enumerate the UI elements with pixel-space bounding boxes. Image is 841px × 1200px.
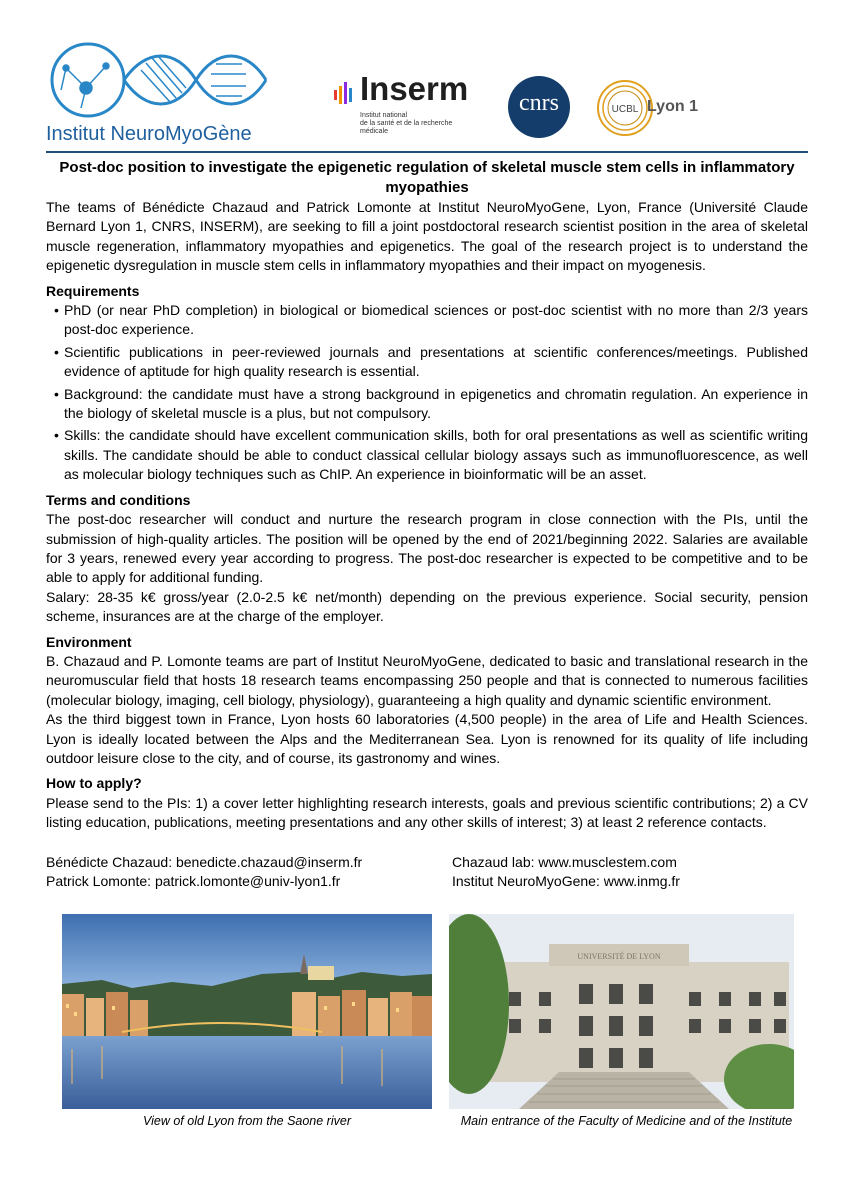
inserm-name: Inserm bbox=[360, 70, 469, 107]
requirement-item: • Background: the candidate must have a strong background in epigenetics and chromatin regulation. An experience in the biology of skeletal muscle is a plus, but not compulsory. bbox=[46, 385, 808, 424]
cnrs-logo-text: cnrs bbox=[519, 90, 559, 116]
environment-paragraph: B. Chazaud and P. Lomonte teams are part of Institut NeuroMyoGene, dedicated to basic and translational research in the neuromuscular field that hosts 18 research teams encompassing 250 people and that is connected to numerous facilities (molecular biology, imaging, cell biology, physiology), guaranteeing a high quality and dynamic scientific environment. bbox=[46, 652, 808, 708]
header bbox=[0, 0, 841, 155]
inserm-subtitle bbox=[360, 112, 480, 136]
requirement-item: • PhD (or near PhD completion) in biological or biomedical sciences or post-doc scientist with no more than 2/3 years post-doc experience. bbox=[46, 301, 808, 340]
apply-heading: How to apply? bbox=[46, 775, 142, 792]
requirement-item: • Scientific publications in peer-reviewed journals and presentations at scientific conferences/meetings. Published evidence of aptitude for high quality research is essential. bbox=[46, 343, 808, 382]
building-inscription: UNIVERSITÉ DE LYON bbox=[577, 952, 661, 961]
contact-lomonte[interactable]: Patrick Lomonte: patrick.lomonte@univ-lyon1.fr bbox=[46, 873, 341, 890]
salary-paragraph: Salary: 28-35 k€ gross/year (2.0-2.5 k€ net/month) depending on the previous experience. Social security, pension scheme, insurances are at the charge of the employer. bbox=[46, 588, 808, 625]
inmg-logo-text: Institut NeuroMyoGène bbox=[46, 123, 252, 145]
cnrs-logo bbox=[508, 76, 570, 138]
environment-heading: Environment bbox=[46, 633, 132, 650]
lyon1-seal-text: UCBL bbox=[611, 104, 639, 115]
link-inmg[interactable]: Institut NeuroMyoGene: www.inmg.fr bbox=[452, 873, 680, 890]
requirement-item: • Skills: the candidate should have excellent communication skills, both for oral presentations as well as scientific writing skills. The candidate should be able to conduct classical cellular biology assays such as immunofluorescence, as well as molecular biology techniques such as ChIP. An experience in bioinformatic will be an asset. bbox=[46, 426, 808, 484]
lyon1-seal-icon bbox=[595, 78, 655, 138]
inserm-sub-line-2: de la santé et de la recherche médicale bbox=[360, 120, 453, 135]
lyon-river-photo bbox=[62, 914, 432, 1109]
caption-left: View of old Lyon from the Saone river bbox=[143, 1114, 351, 1128]
lyon1-logo bbox=[595, 78, 698, 138]
contacts-web bbox=[452, 853, 808, 892]
header-divider bbox=[46, 151, 808, 153]
inserm-sub-line-1: Institut national bbox=[360, 112, 408, 119]
requirements-heading: Requirements bbox=[46, 282, 140, 299]
inserm-bars-icon bbox=[334, 82, 356, 106]
inmg-logo bbox=[46, 38, 278, 148]
contact-chazaud[interactable]: Bénédicte Chazaud: benedicte.chazaud@inserm.fr bbox=[46, 854, 363, 870]
requirements-list bbox=[46, 301, 808, 485]
terms-paragraph: The post-doc researcher will conduct and nurture the research program in close connection with the PIs, until the submission of high-quality articles. The position will be opened by the end of 2021/beginning 2022. Salaries are available for 3 years, renewed every year according to progress. The post-doc researcher is expected to be competitive and to be able to apply for additional funding. bbox=[46, 511, 808, 586]
main-content bbox=[46, 158, 808, 833]
contacts-pis bbox=[46, 853, 446, 892]
inserm-logo bbox=[334, 70, 474, 136]
page-title: Post-doc position to investigate the epigenetic regulation of skeletal muscle stem cells in inflammatory myopathies bbox=[59, 159, 795, 196]
faculty-building-photo bbox=[449, 914, 794, 1109]
lyon1-text: Lyon 1 bbox=[647, 98, 698, 115]
link-chazaud-lab[interactable]: Chazaud lab: www.musclestem.com bbox=[452, 854, 677, 870]
apply-paragraph: Please send to the PIs: 1) a cover letter highlighting research interests, goals and previous scientific contributions; 2) a CV listing education, publications, meeting presentations and any other skills of interest; 3) at least 2 reference contacts. bbox=[46, 794, 808, 831]
intro-paragraph: The teams of Bénédicte Chazaud and Patrick Lomonte at Institut NeuroMyoGene, Lyon, France (Université Claude Bernard Lyon 1, CNRS, INSERM), are seeking to fill a joint postdoctoral research scientist position in the area of skeletal muscle regeneration, inflammatory myopathies and epigenetics. The goal of the research project is to understand the epigenetic dysregulation in muscle stem cells in inflammatory myopathies and their impact on myogenesis. bbox=[46, 199, 808, 274]
lyon-paragraph: As the third biggest town in France, Lyon hosts 60 laboratories (4,500 people) in the area of Life and Health Sciences. Lyon is ideally located between the Alps and the Mediterranean Sea. Lyon is renowned for its quality of life including outdoor leisure close to the city, and of course, its gastronomy and wines. bbox=[46, 711, 808, 766]
terms-heading: Terms and conditions bbox=[46, 491, 191, 508]
basilica-shape bbox=[308, 966, 334, 980]
caption-right: Main entrance of the Faculty of Medicine and of the Institute bbox=[460, 1114, 793, 1128]
